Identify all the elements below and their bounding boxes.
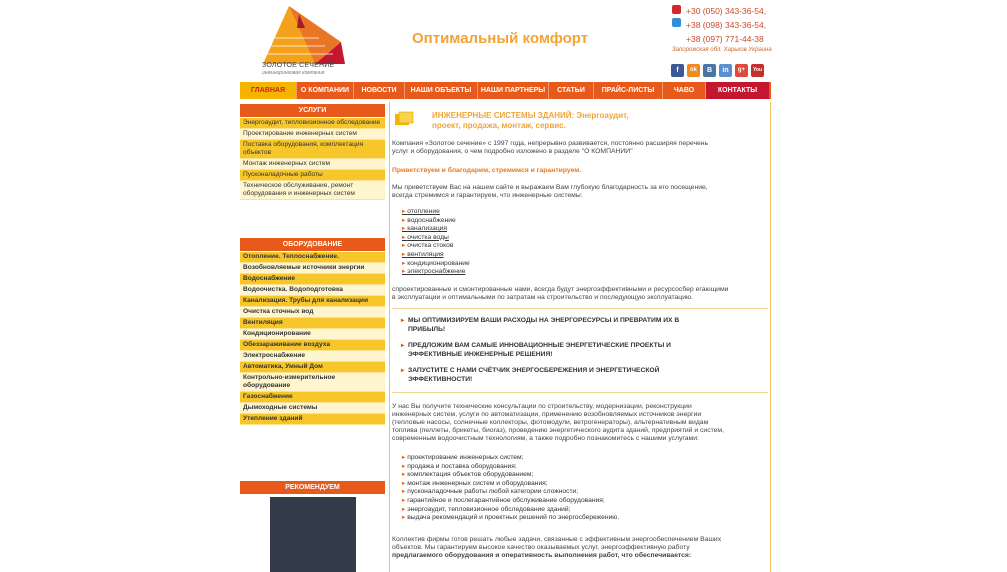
service-item[interactable]: Пусконаладочные работы (240, 170, 385, 181)
system-item: ▸ кондиционирование (402, 260, 470, 269)
offer-item: ▸ монтаж инженерных систем и оборудования; (402, 480, 619, 489)
services-menu (240, 118, 385, 200)
system-link[interactable]: ▸ вентиляция (402, 251, 470, 260)
equipment-item[interactable]: Кондиционирование (240, 329, 385, 340)
services-paragraph: У нас Вы получите технические консультации по строительству, модернизации, реконструкции инженерных систем, услуги по автоматизации, применению возобновляемых источников энергии (тепловые насосы, солнечные коллекторы, фотомодули, ветрогенераторы), альтернативным видам топлива (пеллеты, брикеты, биогаз), проведению энергетического аудита зданий, предприятий и систем, современным водоочистным технологиям, а также подробно познакомитесь с нашими услугами: (392, 403, 724, 442)
promo-banner[interactable] (270, 497, 356, 572)
equipment-item[interactable]: Отопление. Теплоснабжение. (240, 252, 385, 263)
equipment-item[interactable]: Канализация. Трубы для канализации (240, 296, 385, 307)
nav-home[interactable]: ГЛАВНАЯ (240, 82, 297, 99)
system-item: ▸ водоснабжение (402, 217, 470, 226)
highlight-3: ▸ ЗАПУСТИТЕ С НАМИ СЧЁТЧИК ЭНЕРГОСБЕРЕЖЕНИЯ И ЭНЕРГЕТИЧЕСКОЙ ЭФФЕКТИВНОСТИ! (402, 367, 722, 384)
offer-item: ▸ гарантийное и послегарантийное обслуживание оборудования; (402, 497, 619, 506)
logo-subtext: инжиниринговая компания (262, 70, 325, 76)
offer-item: ▸ энергоаудит, тепловизионное обследование зданий; (402, 506, 619, 515)
intro-text: Компания «Золотое сечение» с 1997 года, непрерывно развивается, постоянно расширяя перечень услуг и оборудования, о чем подробно изложено в разделе "О КОМПАНИИ" (392, 140, 709, 155)
equipment-item[interactable]: Очистка сточных вод (240, 307, 385, 318)
service-item[interactable]: Поставка оборудования, комплектация объектов (240, 140, 385, 159)
youtube-icon[interactable]: You (751, 64, 764, 77)
system-link[interactable]: ▸ канализация (402, 225, 470, 234)
equipment-item[interactable]: Водоснабжение (240, 274, 385, 285)
system-link[interactable]: ▸ отопление (402, 208, 470, 217)
nav-news[interactable]: НОВОСТИ (354, 82, 405, 99)
phone-icon (672, 5, 681, 14)
star-icon (672, 18, 681, 27)
nav-articles[interactable]: СТАТЬИ (549, 82, 594, 99)
nav-objects[interactable]: НАШИ ОБЪЕКТЫ (405, 82, 478, 99)
offers-list (402, 454, 619, 523)
offer-item: ▸ проектирование инженерных систем; (402, 454, 619, 463)
highlight-2: ▸ ПРЕДЛОЖИМ ВАМ САМЫЕ ИННОВАЦИОННЫЕ ЭНЕРГЕТИЧЕСКИЕ ПРОЕКТЫ И ЭФФЕКТИВНЫЕ ИНЖЕНЕРНЫЕ РЕШЕНИЯ! (402, 342, 722, 359)
nav-about[interactable]: О КОМПАНИИ (297, 82, 354, 99)
phone-2: +38 (098) 343-36-54, (686, 20, 767, 30)
vkontakte-icon[interactable]: B (703, 64, 716, 77)
after-text: спроектированные и смонтированные нами, всегда будут энергоэффективными и ресурсосбер егающими в эксплуатации и оптимальными по затратам на строительство и последующую эксплуатацию. (392, 286, 729, 301)
address: Запорожская обл. Харьков Украина (672, 47, 772, 53)
divider (392, 392, 768, 393)
offer-item: ▸ выдача рекомендаций и проектных решений по энергосбережению. (402, 514, 619, 523)
divider (392, 308, 768, 309)
folder-icon (394, 111, 414, 127)
services-header: УСЛУГИ (240, 104, 385, 117)
equipment-item[interactable]: Обеззараживание воздуха (240, 340, 385, 351)
equipment-item[interactable]: Возобновляемые источники энергии (240, 263, 385, 274)
equipment-item[interactable]: Утепление зданий (240, 414, 385, 425)
service-item[interactable]: Энергоаудит, тепловизионное обследование (240, 118, 385, 129)
equipment-item[interactable]: Вентиляция (240, 318, 385, 329)
motto: Приветствуем и благодарим, стремимся и гарантируем. (392, 167, 582, 174)
equipment-item[interactable]: Контрольно-измерительное оборудование (240, 373, 385, 392)
nav-faq[interactable]: ЧАВО (663, 82, 706, 99)
phone-1: +30 (050) 343-36-54, (686, 6, 767, 16)
system-link[interactable]: ▸ электроснабжение (402, 268, 470, 277)
phone-3: +38 (097) 771-44-38 (686, 34, 764, 44)
odnoklassniki-icon[interactable]: ok (687, 64, 700, 77)
nav-partners[interactable]: НАШИ ПАРТНЕРЫ (478, 82, 549, 99)
offer-item: ▸ продажа и поставка оборудования; (402, 463, 619, 472)
equipment-header: ОБОРУДОВАНИЕ (240, 238, 385, 251)
offer-item: ▸ комплектация объектов оборудованием; (402, 471, 619, 480)
equipment-menu (240, 252, 385, 425)
recommend-header: РЕКОМЕНДУЕМ (240, 481, 385, 494)
equipment-item[interactable]: Электроснабжение (240, 351, 385, 362)
service-item[interactable]: Техническое обслуживание, ремонт оборудования и инженерных систем (240, 181, 385, 200)
main-nav (240, 82, 771, 99)
system-link[interactable]: ▸ очистка воды (402, 234, 470, 243)
equipment-item[interactable]: Газоснабжение (240, 392, 385, 403)
linkedin-icon[interactable]: in (719, 64, 732, 77)
system-item: ▸ очистка стоков (402, 242, 470, 251)
offer-item: ▸ пусконаладочные работы любой категории сложности; (402, 488, 619, 497)
page-title: ИНЖЕНЕРНЫЕ СИСТЕМЫ ЗДАНИЙ: Энергоаудит, проект, продажа, монтаж, сервис. (432, 111, 629, 130)
equipment-item[interactable]: Водоочистка. Водоподготовка (240, 285, 385, 296)
service-item[interactable]: Проектирование инженерных систем (240, 129, 385, 140)
equipment-item[interactable]: Дымоходные системы (240, 403, 385, 414)
facebook-icon[interactable]: f (671, 64, 684, 77)
final-paragraph: Коллектив фирмы готов решать любые задачи, связанные с эффективным энергообеспечением Ваших объектов. Мы гарантируем высокое качество оказываемых услуг, энергоэффективную работу предлагаемого оборудования и оперативность выполнения работ, что обеспечивается: (392, 536, 722, 559)
highlight-1: ▸ МЫ ОПТИМИЗИРУЕМ ВАШИ РАСХОДЫ НА ЭНЕРГОРЕСУРСЫ И ПРЕВРАТИМ ИХ В ПРИБЫЛЬ! (402, 317, 722, 334)
equipment-item[interactable]: Автоматика, Умный Дом (240, 362, 385, 373)
google-plus-icon[interactable]: g+ (735, 64, 748, 77)
welcome-text: Мы приветствуем Вас на нашем сайте и выражаем Вам глубокую благодарность за его посещение, всегда стремимся и гарантируем, что инженерные системы: (392, 184, 708, 199)
slogan: Оптимальный комфорт (412, 30, 589, 47)
logo-text: ЗОЛОТОЕ СЕЧЕНИЕ (262, 62, 335, 69)
service-item[interactable]: Монтаж инженерных систем (240, 159, 385, 170)
systems-list (402, 208, 470, 277)
nav-prices[interactable]: ПРАЙС-ЛИСТЫ (594, 82, 663, 99)
nav-contacts[interactable]: КОНТАКТЫ (706, 82, 769, 99)
